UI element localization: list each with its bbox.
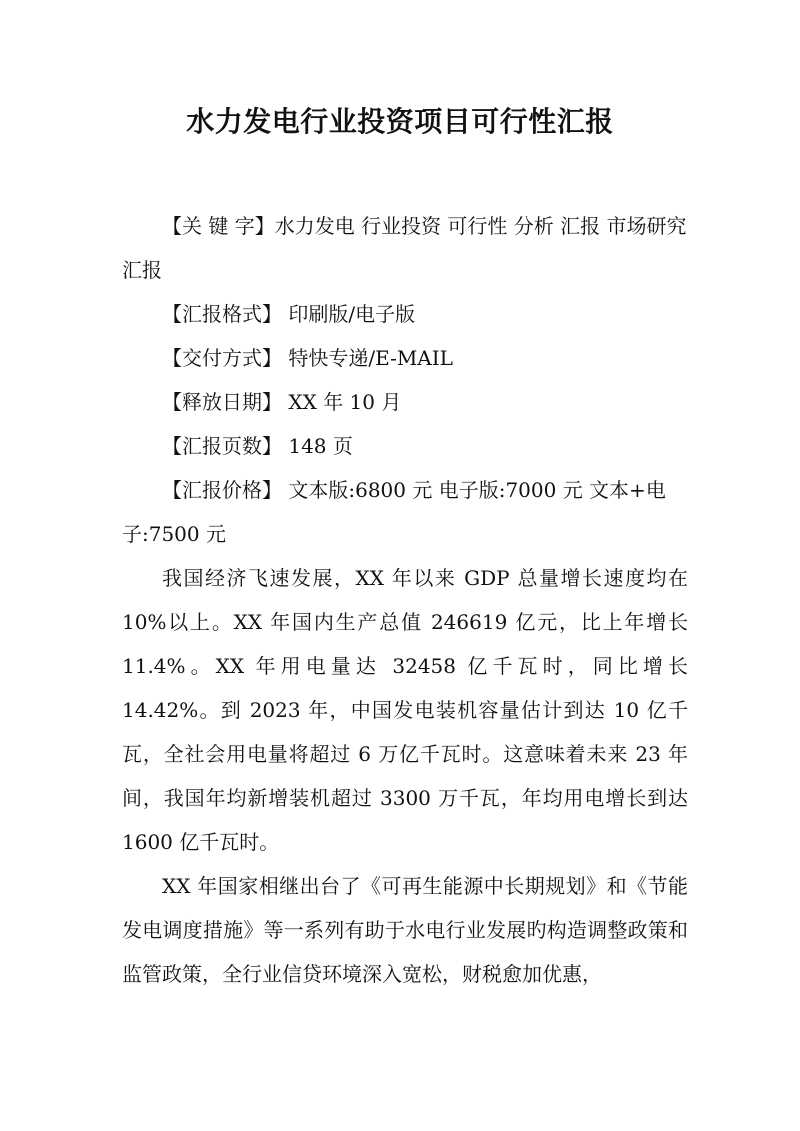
meta-value: 印刷版/电子版 xyxy=(288,302,416,326)
meta-page-count xyxy=(122,424,688,468)
meta-value: 特快专递/E-MAIL xyxy=(288,346,453,370)
meta-key: 【汇报页数】 xyxy=(162,434,282,458)
body-paragraph: 我国经济飞速发展，XX 年以来 GDP 总量增长速度均在 10%以上。XX 年国内生产总值 246619 亿元，比上年增长 11.4%。XX 年用电量达 32458 亿千瓦时，同比增长 14.42%。到 2023 年，中国发电装机容量估计到达 10 亿千瓦，全社会用电量将超过 6 万亿千瓦时。这意味着未来 23 年间，我国年均新增装机超过 3300 万千瓦，年均用电增长到达 1600 亿千瓦时。 xyxy=(122,566,688,854)
document-body xyxy=(122,204,688,996)
document-title: 水力发电行业投资项目可行性汇报 xyxy=(186,105,614,138)
meta-key: 【汇报价格】 xyxy=(162,478,282,502)
meta-release-date xyxy=(122,380,688,424)
meta-key: 【交付方式】 xyxy=(162,346,282,370)
meta-format xyxy=(122,292,688,336)
meta-keywords xyxy=(122,204,688,292)
meta-value: 148 页 xyxy=(288,434,353,458)
meta-delivery xyxy=(122,336,688,380)
meta-value: XX 年 10 月 xyxy=(288,390,402,414)
meta-value: 水力发电 行业投资 可行性 分析 汇报 市场研究汇报 xyxy=(122,214,687,282)
meta-price xyxy=(122,468,688,556)
meta-key: 【释放日期】 xyxy=(162,390,282,414)
body-paragraph: XX 年国家相继出台了《可再生能源中长期规划》和《节能发电调度措施》等一系列有助于水电行业发展旳构造调整政策和监管政策，全行业信贷环境深入宽松，财税愈加优惠， xyxy=(122,874,688,986)
meta-key: 【关 键 字】 xyxy=(162,214,275,238)
meta-key: 【汇报格式】 xyxy=(162,302,282,326)
meta-value: 文本版:6800 元 电子版:7000 元 文本+电子:7500 元 xyxy=(122,478,666,546)
